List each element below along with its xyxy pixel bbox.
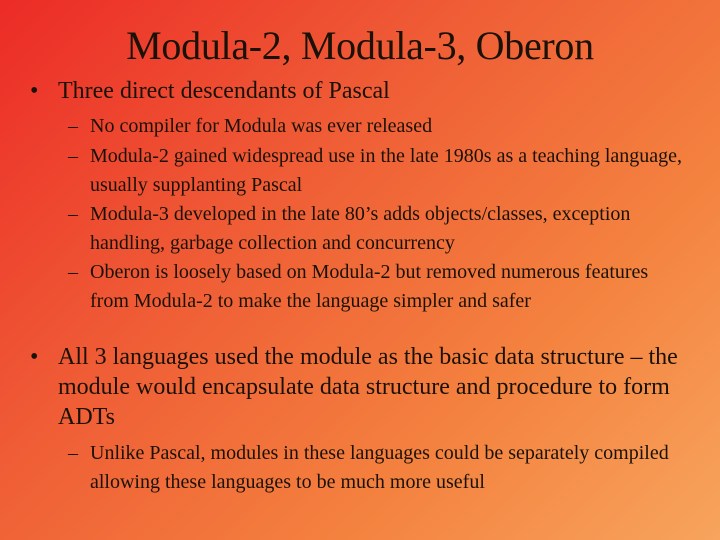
sub-bullet-item [68, 258, 688, 316]
bullet-text: Three direct descendants of Pascal [58, 78, 390, 104]
bullet-text: All 3 languages used the module as the basic data structure – the module would encapsulate data structure and procedure to form ADTs [58, 344, 678, 430]
sub-bullet-marker: – [68, 115, 78, 137]
sub-bullet-item [68, 439, 688, 497]
sub-bullet-item [68, 142, 688, 200]
slide-title: Modula-2, Modula-3, Oberon [126, 23, 594, 68]
sub-bullet-text: Oberon is loosely based on Modula-2 but removed numerous features from Modula-2 to make the language simpler and safer [90, 261, 649, 312]
sub-bullet-text: Modula-3 developed in the late 80’s adds objects/classes, exception handling, garbage collection and concurrency [90, 203, 631, 254]
sub-bullet-marker: – [68, 145, 78, 167]
sub-bullet-text: No compiler for Modula was ever released [90, 115, 433, 137]
bullet-marker: • [30, 344, 39, 370]
bullet-item [30, 76, 700, 106]
sub-bullet-item [68, 200, 688, 258]
sub-bullet-marker: – [68, 442, 78, 464]
sub-bullet-marker: – [68, 203, 78, 225]
sub-bullet-text: Modula-2 gained widespread use in the late 1980s as a teaching language, usually supplanting Pascal [90, 145, 683, 196]
sub-bullet-marker: – [68, 261, 78, 283]
bullet-item [30, 342, 700, 432]
bullet-marker: • [30, 78, 39, 104]
sub-bullet-text: Unlike Pascal, modules in these languages could be separately compiled allowing these languages to be much more useful [90, 442, 669, 493]
sub-bullet-item [68, 112, 688, 141]
